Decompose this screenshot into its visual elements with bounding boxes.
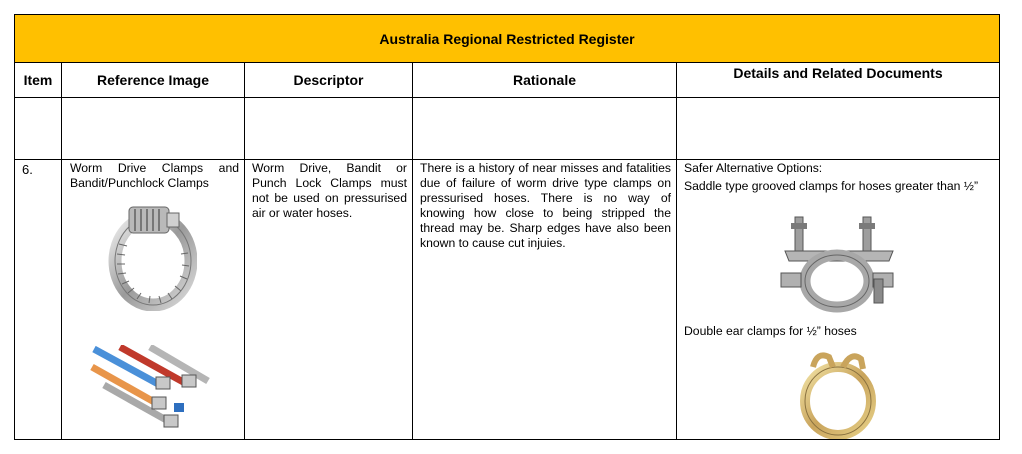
rationale-text: There is a history of near misses and fatalities due of failure of worm drive type clamps on pressurised hoses. There is no way of knowing how close to being stripped the thread may be. Sharp edges have also been known to cause cut injuies. [420, 161, 671, 250]
column-divider [244, 63, 245, 439]
worm-drive-clamp-image [107, 199, 197, 311]
descriptor-text: Worm Drive, Bandit or Punch Lock Clamps must not be used on pressurised air or water hoses. [252, 161, 407, 220]
column-divider [412, 63, 413, 439]
header-item: Item [23, 72, 53, 88]
details-option-double-ear: Double ear clamps for ½” hoses [684, 324, 857, 338]
header-descriptor: Descriptor [293, 72, 364, 88]
table-title: Australia Regional Restricted Register [15, 15, 999, 63]
double-ear-clamp-image [797, 345, 879, 439]
column-divider [61, 63, 62, 439]
reference-caption: Worm Drive Clamps and Bandit/Punchlock Clamps [70, 161, 239, 190]
restricted-register-table [14, 14, 1000, 440]
row-divider [15, 97, 999, 98]
details-heading: Safer Alternative Options: [684, 161, 823, 175]
saddle-grooved-clamp-image [777, 213, 901, 317]
column-divider [676, 63, 677, 439]
header-details: Details and Related Documents [733, 65, 943, 81]
item-number: 6. [22, 162, 33, 177]
row-divider [15, 159, 999, 160]
details-option-saddle: Saddle type grooved clamps for hoses greater than ½” [684, 179, 979, 193]
header-rationale: Rationale [512, 72, 576, 88]
punchlock-band-clamps-image [90, 345, 210, 440]
header-reference-image: Reference Image [96, 72, 210, 88]
